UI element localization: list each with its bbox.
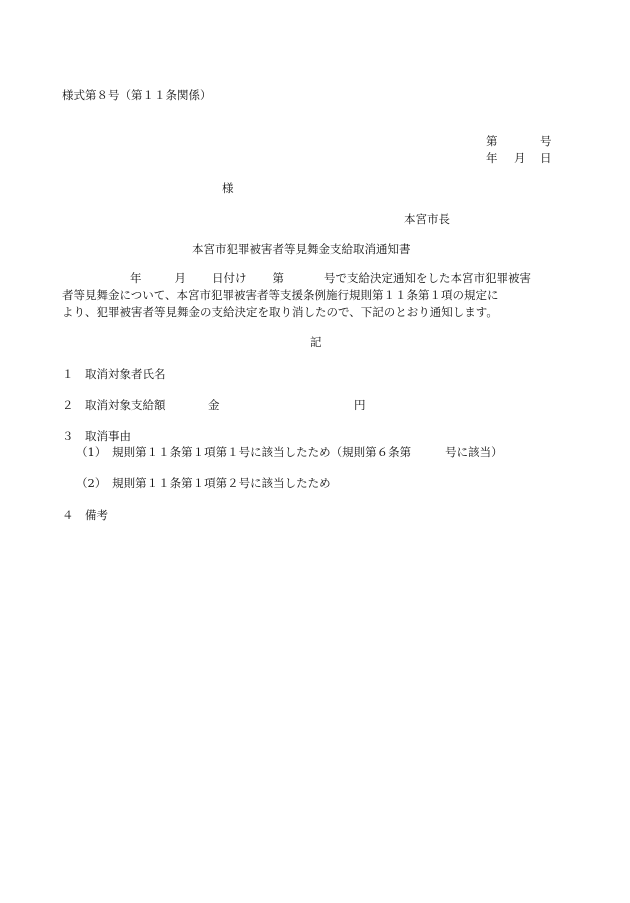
doc-date-day: 日: [540, 151, 552, 165]
body-month: 月: [174, 271, 186, 285]
doc-number-dai: 第: [486, 134, 498, 148]
body-year: 年: [130, 271, 142, 285]
item-2-kin: 金: [208, 398, 220, 412]
item-3: ３ 取消事由: [62, 429, 131, 443]
reason-1: [76, 445, 503, 459]
reason-1-text: （1） 規則第１１条第１項第１号に該当したため（規則第６条第: [76, 445, 412, 459]
form-label: 様式第８号（第１１条関係）: [62, 88, 212, 102]
body-day-dated: 日付け: [212, 271, 247, 285]
ki-label: 記: [310, 335, 322, 349]
body-rest-line-1: 号で支給決定通知をした本宮市犯罪被害: [324, 271, 531, 285]
item-2-label: ２ 取消対象支給額: [62, 398, 166, 412]
body-dai: 第: [272, 271, 284, 285]
sender-name: 本宮市長: [404, 212, 450, 226]
doc-date-year: 年: [486, 151, 498, 165]
document-title: 本宮市犯罪被害者等見舞金支給取消通知書: [192, 242, 411, 256]
body-line-1: [62, 270, 572, 287]
doc-number-go: 号: [540, 134, 552, 148]
reason-2: （2） 規則第１１条第１項第２号に該当したため: [76, 476, 331, 490]
reason-1-suffix: 号に該当）: [445, 445, 503, 459]
doc-date-month: 月: [514, 151, 526, 165]
body-line-2: 者等見舞金について、本宮市犯罪被害者等支援条例施行規則第１１条第１項の規定に: [62, 288, 499, 302]
body-line-3: より、犯罪被害者等見舞金の支給決定を取り消したので、下記のとおり通知します。: [62, 305, 498, 319]
item-4: ４ 備考: [62, 508, 108, 522]
recipient-honorific: 様: [222, 181, 234, 195]
item-2-yen: 円: [354, 398, 366, 412]
item-1: １ 取消対象者氏名: [62, 367, 166, 381]
body-paragraph: [62, 270, 572, 321]
